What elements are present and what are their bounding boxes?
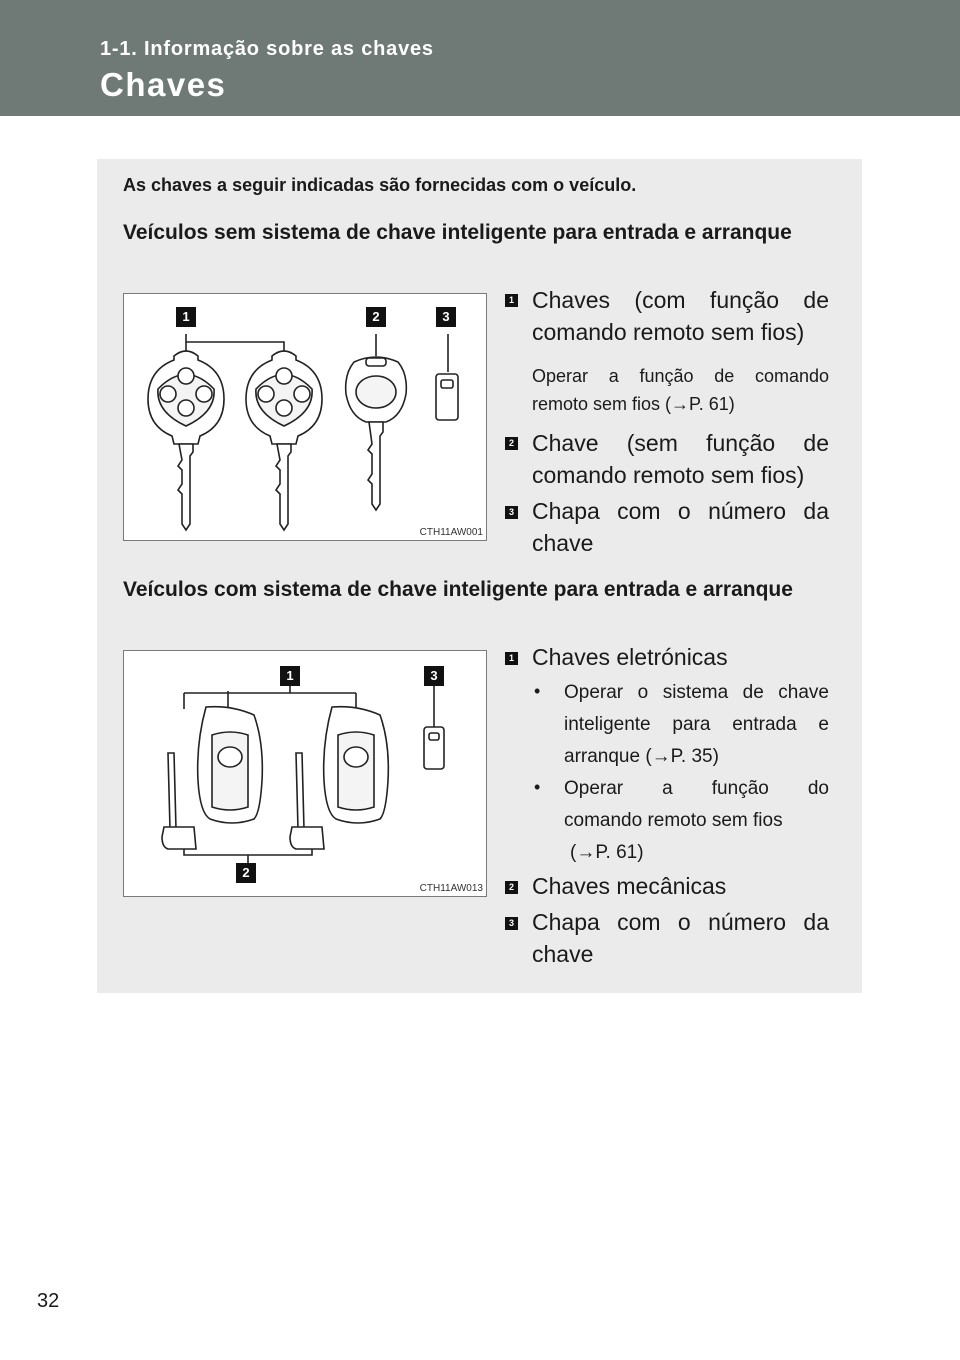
keys-illustration-2 <box>124 651 486 896</box>
item-marker: 1 <box>505 294 518 307</box>
item-marker: 3 <box>505 917 518 930</box>
keys-figure-1 <box>123 293 487 541</box>
section-title: 1-1. Informação sobre as chaves <box>100 38 434 60</box>
item-text: chave <box>532 530 594 556</box>
bullet-text: comando remoto sem fios <box>564 810 783 831</box>
callout-3: 3 <box>424 666 444 686</box>
item-text: Chave (sem função de <box>532 430 829 456</box>
item-note: Operar a função de comando <box>532 366 829 386</box>
intro-text: As chaves a seguir indicadas são fornecidas com o veículo. <box>123 175 637 195</box>
figure-code: CTH11AW001 <box>419 527 483 538</box>
group2-heading: Veículos com sistema de chave inteligente para entrada e arranque <box>123 578 793 601</box>
item-text: Chaves mecânicas <box>532 873 727 899</box>
callout-1: 1 <box>280 666 300 686</box>
bullet-text: Operar a função do <box>564 778 829 799</box>
page-title: Chaves <box>100 66 227 103</box>
keys-figure-2 <box>123 650 487 897</box>
bullet-point: • <box>534 777 541 797</box>
item-marker: 3 <box>505 506 518 519</box>
group1-heading: Veículos sem sistema de chave inteligente para entrada e arranque <box>123 221 792 244</box>
item-text: Chapa com o número da <box>532 498 829 524</box>
bullet-text: inteligente para entrada e <box>564 714 829 735</box>
item-marker: 2 <box>505 881 518 894</box>
keys-illustration-1 <box>124 294 486 540</box>
item-note: remoto sem fios (→P. 61) <box>532 394 735 414</box>
item-marker: 1 <box>505 652 518 665</box>
figure-code: CTH11AW013 <box>419 883 483 894</box>
item-text: chave <box>532 941 594 967</box>
callout-2: 2 <box>366 307 386 327</box>
page-number: 32 <box>37 1290 60 1312</box>
item-text: comando remoto sem fios) <box>532 319 805 345</box>
item-text: Chaves (com função de <box>532 287 829 313</box>
item-text: Chapa com o número da <box>532 909 829 935</box>
page-header <box>0 0 960 116</box>
bullet-text: Operar o sistema de chave <box>564 682 829 703</box>
bullet-text: arranque (→P. 35) <box>564 746 719 767</box>
bullet-point: • <box>534 681 541 701</box>
item-marker: 2 <box>505 437 518 450</box>
callout-1: 1 <box>176 307 196 327</box>
callout-2: 2 <box>236 863 256 883</box>
item-text: Chaves eletrónicas <box>532 644 728 670</box>
bullet-text: (→P. 61) <box>570 842 644 863</box>
callout-3: 3 <box>436 307 456 327</box>
item-text: comando remoto sem fios) <box>532 462 805 488</box>
